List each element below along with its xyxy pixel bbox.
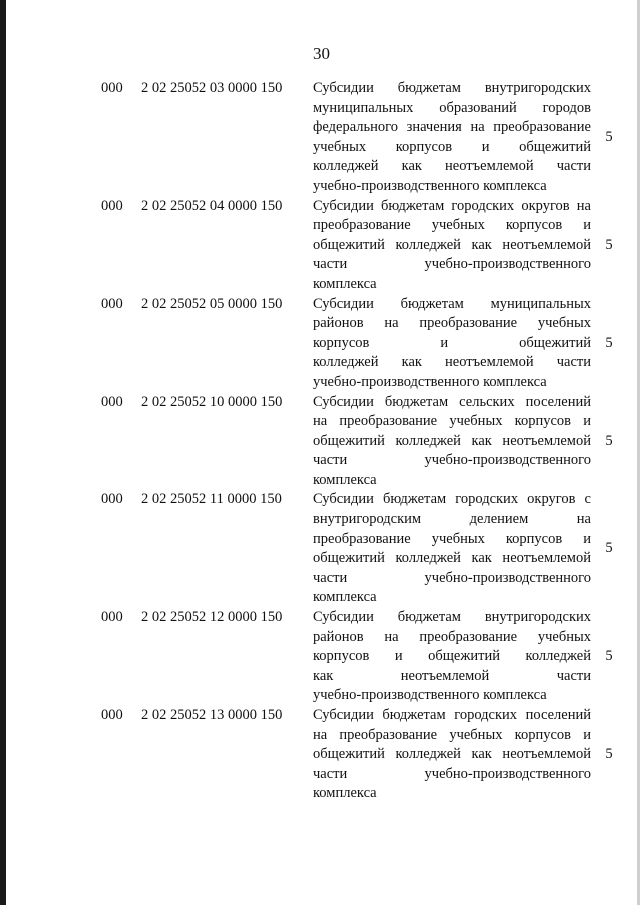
description-line: муниципальных образований городов (313, 99, 591, 116)
description-line: колледжей как неотъемлемой части (313, 158, 591, 175)
description-line: части учебно-производственного (313, 256, 591, 273)
table-row (101, 490, 631, 608)
description-line: как неотъемлемой части (313, 667, 591, 684)
amount-value: 5 (605, 334, 613, 351)
amount (591, 197, 627, 295)
budget-code: 2 02 25052 04 0000 150 (141, 197, 283, 214)
description (313, 490, 591, 608)
amount-value: 5 (605, 128, 613, 145)
description (313, 295, 591, 393)
description-line: части учебно-производственного (313, 452, 591, 469)
budget-code: 2 02 25052 12 0000 150 (141, 609, 283, 626)
budget-code: 2 02 25052 05 0000 150 (141, 295, 283, 312)
admin-code: 000 (101, 491, 123, 508)
admin-code: 000 (101, 197, 123, 214)
table-row (101, 197, 631, 295)
description-line: общежитий колледжей как неотъемлемой (313, 432, 591, 449)
description-line: части учебно-производственного (313, 569, 591, 586)
table-row (101, 608, 631, 706)
description (313, 608, 591, 706)
description-line: учебно-производственного комплекса (313, 373, 547, 390)
description-line: учебно-производственного комплекса (313, 177, 547, 194)
description-line: корпусов и общежитий колледжей (313, 648, 591, 665)
amount (591, 393, 627, 491)
description-line: корпусов и общежитий (313, 334, 591, 351)
amount-value: 5 (605, 236, 613, 253)
description-line: на преобразование учебных корпусов и (313, 726, 591, 743)
amount (591, 79, 627, 197)
amount-value: 5 (605, 432, 613, 449)
admin-code: 000 (101, 80, 123, 96)
budget-code: 2 02 25052 03 0000 150 (141, 80, 283, 96)
description-line: Субсидии бюджетам городских округов с (313, 491, 591, 508)
description-line: Субсидии бюджетам внутригородских (313, 80, 591, 96)
description (313, 393, 591, 491)
description-line: районов на преобразование учебных (313, 628, 591, 645)
admin-code: 000 (101, 295, 123, 312)
table-row (101, 79, 631, 197)
admin-code: 000 (101, 707, 123, 723)
classification-table (101, 79, 631, 804)
description-line: преобразование учебных корпусов и (313, 217, 591, 234)
budget-code: 2 02 25052 10 0000 150 (141, 393, 283, 410)
table-row (101, 706, 631, 804)
amount-value: 5 (605, 746, 613, 763)
description-line: преобразование учебных корпусов и (313, 530, 591, 547)
description-line: колледжей как неотъемлемой части (313, 354, 591, 371)
description (313, 197, 591, 295)
amount (591, 295, 627, 393)
description-line: на преобразование учебных корпусов и (313, 413, 591, 430)
description (313, 706, 591, 804)
page-number: 30 (313, 44, 330, 63)
description-line: Субсидии бюджетам внутригородских (313, 609, 591, 626)
budget-code: 2 02 25052 13 0000 150 (141, 707, 283, 723)
description-line: Субсидии бюджетам сельских поселений (313, 393, 591, 410)
description-line: федерального значения на преобразование (313, 119, 591, 136)
description-line: Субсидии бюджетам городских поселений (313, 707, 591, 723)
admin-code: 000 (101, 609, 123, 626)
description-line: комплекса (313, 471, 377, 488)
admin-code: 000 (101, 393, 123, 410)
amount (591, 490, 627, 608)
description-line: комплекса (313, 275, 377, 292)
description-line: учебно-производственного комплекса (313, 687, 547, 704)
amount (591, 608, 627, 706)
description-line: учебных корпусов и общежитий (313, 138, 591, 155)
description (313, 79, 591, 197)
description-line: общежитий колледжей как неотъемлемой (313, 746, 591, 763)
description-line: части учебно-производственного (313, 765, 591, 782)
amount-value: 5 (605, 540, 613, 557)
description-line: комплекса (313, 589, 377, 606)
amount (591, 706, 627, 804)
description-line: комплекса (313, 785, 377, 802)
description-line: районов на преобразование учебных (313, 315, 591, 332)
description-line: общежитий колледжей как неотъемлемой (313, 236, 591, 253)
table-row (101, 393, 631, 491)
table-row (101, 295, 631, 393)
budget-code: 2 02 25052 11 0000 150 (141, 491, 282, 508)
description-line: Субсидии бюджетам городских округов на (313, 197, 591, 214)
description-line: внутригородским делением на (313, 511, 591, 528)
amount-value: 5 (605, 648, 613, 665)
description-line: общежитий колледжей как неотъемлемой (313, 550, 591, 567)
description-line: Субсидии бюджетам муниципальных (313, 295, 591, 312)
